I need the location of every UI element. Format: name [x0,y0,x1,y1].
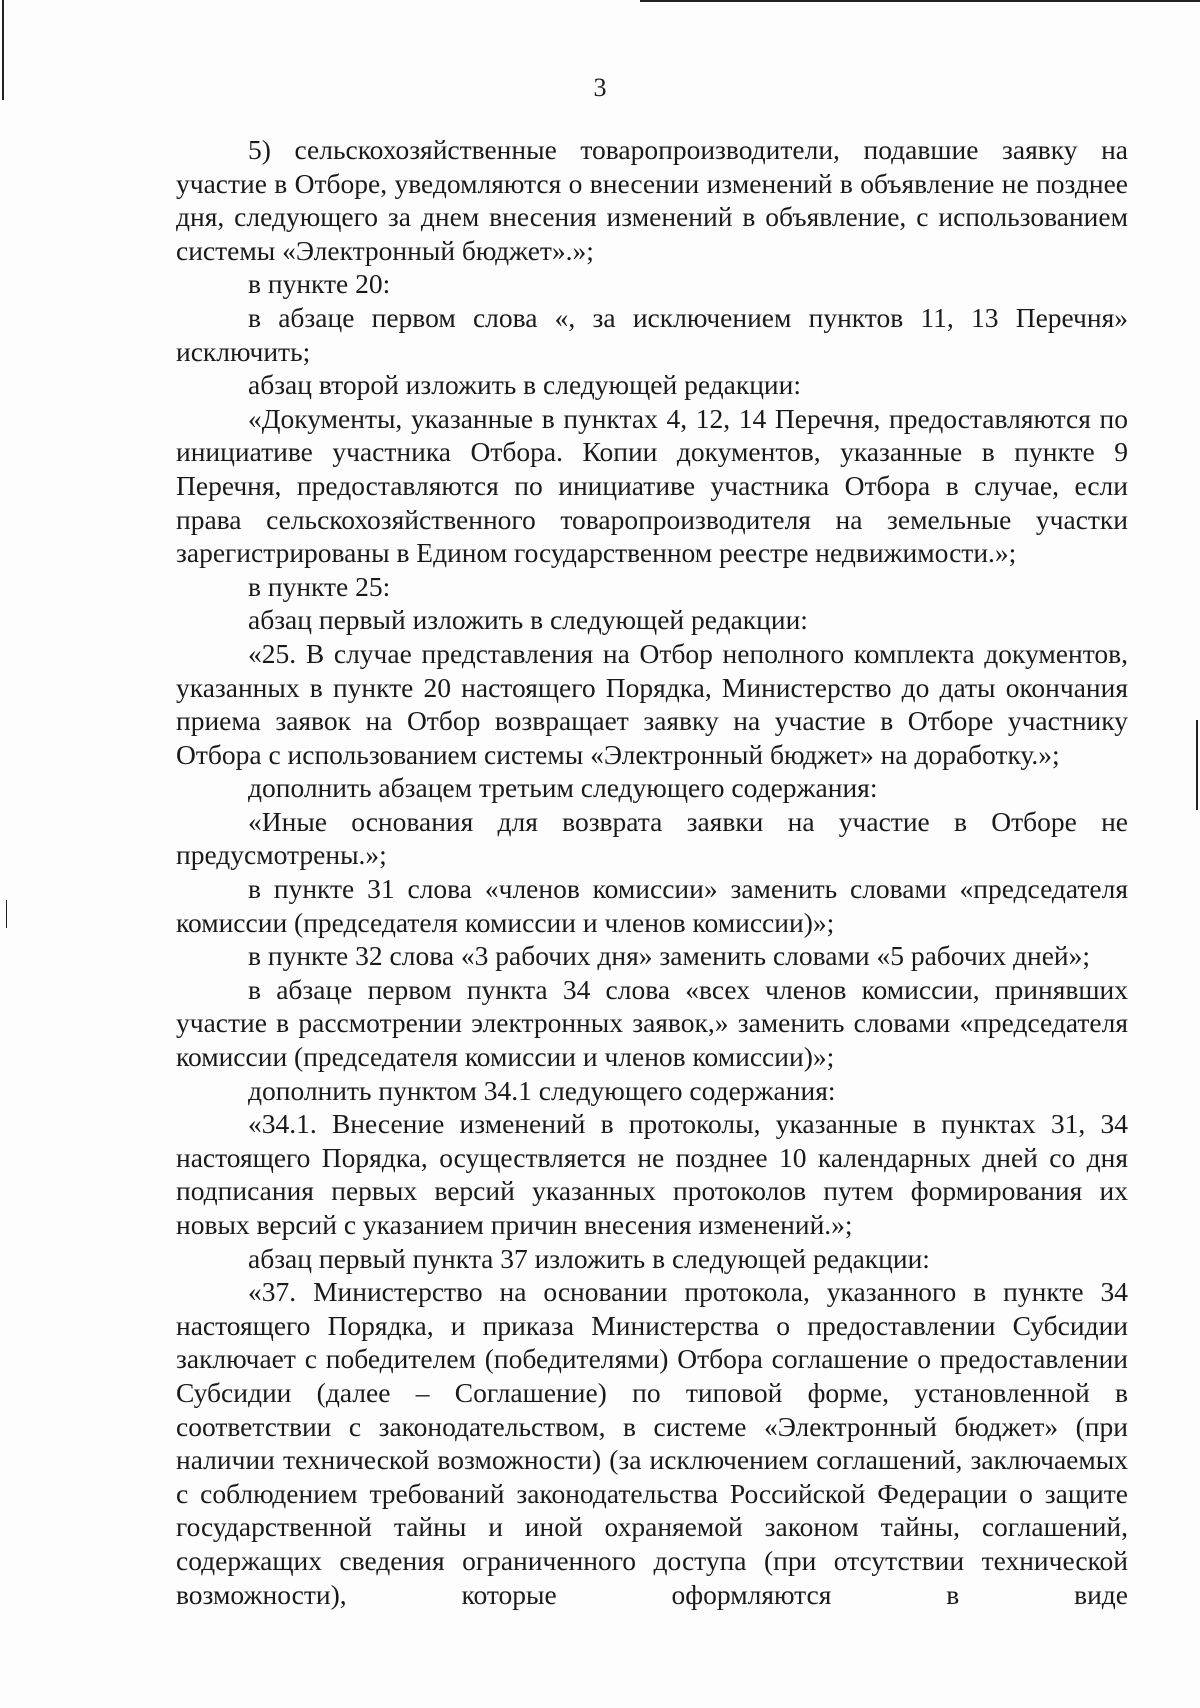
paragraph: в пункте 31 слова «членов комиссии» заменить словами «председателя комиссии (председателя комиссии и членов комиссии)»; [176,873,1128,938]
paragraph: 5) сельскохозяйственные товаропроизводители, подавшие заявку на участие в Отборе, уведомляются о внесении изменений в объявление не позднее дня, следующего за днем внесения изменений в объявление, с использованием системы «Электронный бюджет».»; [176,134,1128,266]
document-body [176,133,1128,1611]
paragraph: в пункте 25: [248,570,391,602]
scan-edge-top [640,0,1200,2]
paragraph: в абзаце первом пункта 34 слова «всех членов комиссии, принявших участие в рассмотрении электронных заявок,» заменить словами «председателя комиссии (председателя комиссии и членов комиссии)»; [176,973,1128,1073]
paragraph: в пункте 32 слова «3 рабочих дня» заменить словами «5 рабочих дней»; [248,940,1091,972]
paragraph: в пункте 20: [248,268,391,300]
paragraph: «Иные основания для возврата заявки на участие в Отборе не предусмотрены.»; [176,805,1128,871]
scan-mark-right [1196,720,1198,810]
paragraph: дополнить пунктом 34.1 следующего содержания: [248,1074,836,1106]
paragraph: «25. В случае представления на Отбор неполного комплекта документов, указанных в пункте 20 настоящего Порядка, Министерство до даты окончания приема заявок на Отбор возвращает заявку на участие в Отборе участнику Отбора с использованием системы «Электронный бюджет» на доработку.»; [176,637,1128,770]
scan-mark-left [6,900,7,928]
paragraph: «34.1. Внесение изменений в протоколы, указанные в пунктах 31, 34 настоящего Порядка, осуществляется не позднее 10 календарных дней со дня подписания первых версий указанных протоколов путем формирования их новых версий с указанием причин внесения изменений.»; [176,1108,1128,1240]
paragraph: в абзаце первом слова «, за исключением пунктов 11, 13 Перечня» исключить; [176,301,1128,367]
paragraph: абзац первый пункта 37 изложить в следующей редакции: [248,1242,930,1274]
paragraph: абзац второй изложить в следующей редакции: [248,369,802,401]
page-number: 3 [593,73,607,102]
paragraph: дополнить абзацем третьим следующего содержания: [248,772,878,804]
paragraph: «Документы, указанные в пунктах 4, 12, 14 Перечня, предоставляются по инициативе участника Отбора. Копии документов, указанные в пункте 9 Перечня, предоставляются по инициативе участника Отбора в случае, если права сельскохозяйственного товаропроизводителя на земельные участки зарегистрированы в Едином государственном реестре недвижимости.»; [176,402,1128,569]
paragraph: «37. Министерство на основании протокола, указанного в пункте 34 настоящего Порядка, и приказа Министерства о предоставлении Субсидии заключает с победителем (победителями) Отбора соглашение о предоставлении Субсидии (далее – Соглашение) по типовой форме, установленной в соответствии с законодательством, в системе «Электронный бюджет» (при наличии технической возможности) (за исключением соглашений, заключаемых с соблюдением требований законодательства Российской Федерации о защите государственной тайны и иной охраняемой законом тайны, соглашений, содержащих сведения ограниченного доступа (при отсутствии технической возможности), которые оформляются в виде [176,1276,1128,1610]
paragraph: абзац первый изложить в следующей редакции: [248,604,808,636]
